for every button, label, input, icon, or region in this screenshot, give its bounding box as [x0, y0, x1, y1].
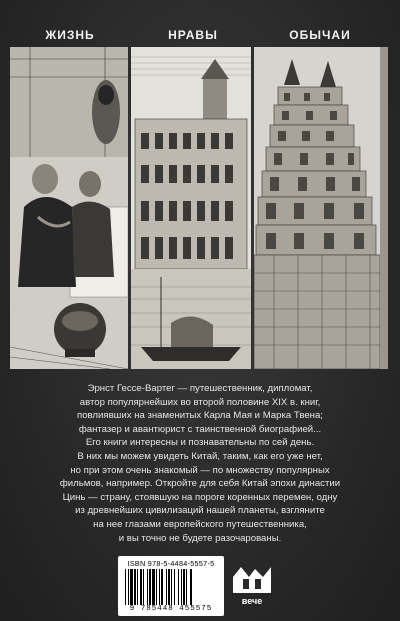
- blurb-line: Цинь — страну, стоявшую на пороге коренных перемен, одну: [62, 491, 338, 503]
- blurb-line: из древнейших цивилизаций нашей планеты, взгляните: [75, 505, 325, 517]
- barcode-bar: [130, 569, 133, 605]
- manners-engraving: [131, 47, 251, 369]
- blurb-line: и вы точно не будете разочарованы.: [118, 532, 282, 544]
- barcode-bar: [128, 569, 129, 605]
- barcode-bar: [159, 569, 160, 605]
- book-description: [14, 382, 386, 545]
- barcode-digits: 9 785448 455575: [129, 605, 213, 613]
- panel-label-manners: НРАВЫ: [168, 28, 218, 42]
- barcode-bar: [149, 569, 151, 605]
- barcode-bar: [125, 569, 126, 605]
- barcode-icon: [124, 569, 218, 605]
- barcode-bar: [166, 569, 167, 605]
- barcode-bar: [147, 569, 148, 605]
- barcode-bar: [143, 569, 144, 605]
- barcode-bar: [134, 569, 136, 605]
- blurb-line: фильмов, например. Откройте для себя Китай эпохи династии: [59, 478, 341, 490]
- pagoda-photograph: [254, 47, 388, 369]
- barcode-bar: [152, 569, 155, 605]
- barcode-bar: [156, 569, 157, 605]
- barcode-bar: [161, 569, 163, 605]
- blurb-line: В них мы можем увидеть Китай, таким, как его уже нет,: [77, 450, 323, 462]
- barcode-bar: [174, 569, 175, 605]
- barcode-bar: [137, 569, 138, 605]
- blurb-line: Эрнст Гессе-Вартег — путешественник, дипломат,: [87, 383, 313, 394]
- barcode-bar: [186, 569, 187, 605]
- blurb-line: на нее глазами европейского путешественника,: [93, 518, 307, 530]
- barcode-bar: [183, 569, 185, 605]
- blurb-line: но при этом очень знакомый — по множеству популярных: [70, 464, 330, 476]
- blurb-line: фантазер и авантюрист с таинственной биографией...: [78, 423, 322, 435]
- blurb-line: автор популярнейших во второй половине XIX в. книг,: [79, 396, 321, 408]
- barcode-bar: [190, 569, 192, 605]
- publisher-name: вече: [241, 596, 263, 606]
- panel-label-customs: ОБЫЧАИ: [289, 28, 351, 42]
- barcode-bar: [171, 569, 172, 605]
- barcode-block: [118, 556, 224, 616]
- barcode-bar: [178, 569, 179, 605]
- panel-label-life: ЖИЗНЬ: [45, 28, 95, 42]
- isbn-label: ISBN 978-5-4484-5557-5: [127, 559, 215, 568]
- barcode-bar: [181, 569, 182, 605]
- barcode-bar: [168, 569, 170, 605]
- life-illustration: [10, 47, 128, 369]
- blurb-line: Его книги интересны и познавательны по сей день.: [85, 437, 315, 449]
- barcode-bar: [140, 569, 142, 605]
- blurb-line: повлиявших на знаменитых Карла Мая и Марка Твена;: [77, 410, 323, 422]
